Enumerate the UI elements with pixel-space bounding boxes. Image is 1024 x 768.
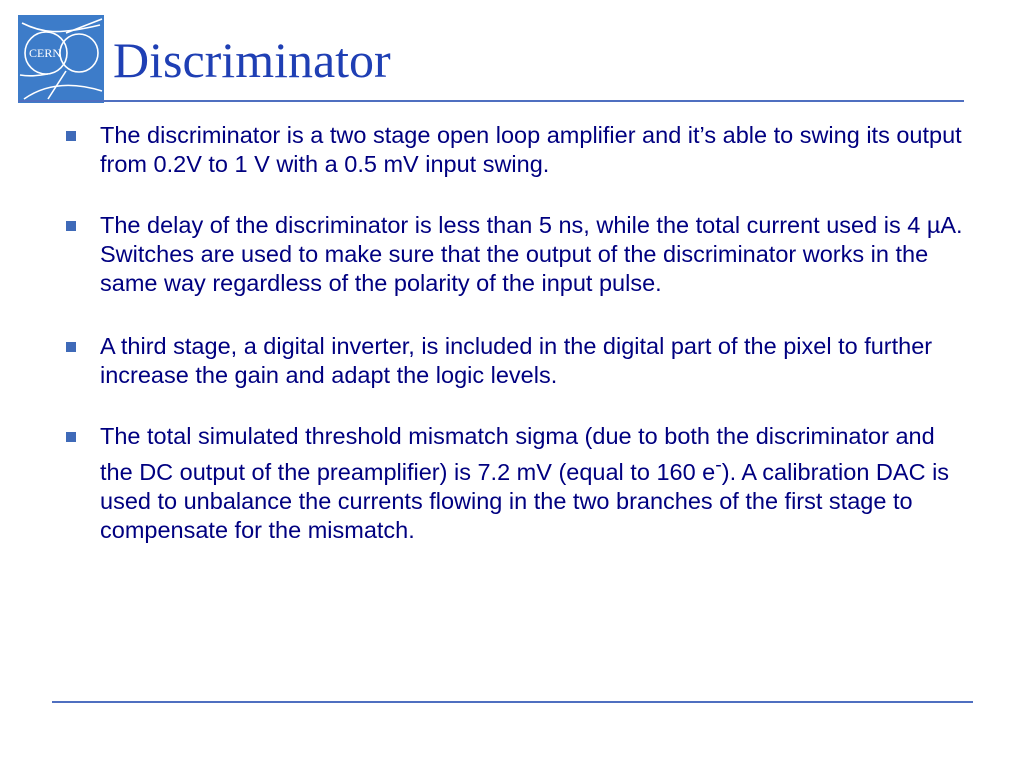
- slide-title: Discriminator: [113, 32, 391, 88]
- bullet-item: [62, 332, 972, 390]
- bullet-list: [62, 121, 972, 577]
- bullet-item: [62, 422, 972, 545]
- cern-logo: [18, 15, 104, 103]
- bullet-item: [62, 211, 972, 298]
- footer-divider: [52, 701, 973, 703]
- cern-logo-text: CERN: [28, 46, 62, 60]
- bullet-text: The delay of the discriminator is less than 5 ns, while the total current used is 4 µA. Switches are used to make sure that the output of the discriminator works in the same way regardless of the polarity of the input pulse.: [100, 212, 963, 296]
- electron-superscript: -: [715, 454, 722, 476]
- bullet-text-part: The total simulated threshold mismatch sigma (due to both the discriminator and the DC output of the preamplifier) is 7.2 mV (equal to 160 e: [100, 423, 935, 485]
- square-bullet-icon: [66, 131, 76, 141]
- cern-logo-graphic: [18, 15, 104, 103]
- square-bullet-icon: [66, 342, 76, 352]
- bullet-text: The discriminator is a two stage open loop amplifier and it’s able to swing its output from 0.2V to 1 V with a 0.5 mV input swing.: [100, 122, 962, 177]
- square-bullet-icon: [66, 432, 76, 442]
- bullet-text: A third stage, a digital inverter, is included in the digital part of the pixel to further increase the gain and adapt the logic levels.: [100, 333, 933, 388]
- bullet-item: [62, 121, 972, 179]
- title-divider: [18, 100, 964, 102]
- square-bullet-icon: [66, 221, 76, 231]
- bullet-text: [100, 423, 949, 543]
- bullet-text-part: ). A calibration DAC is used to unbalance the currents flowing in the two branches of the first stage to compensate for the mismatch.: [100, 458, 950, 543]
